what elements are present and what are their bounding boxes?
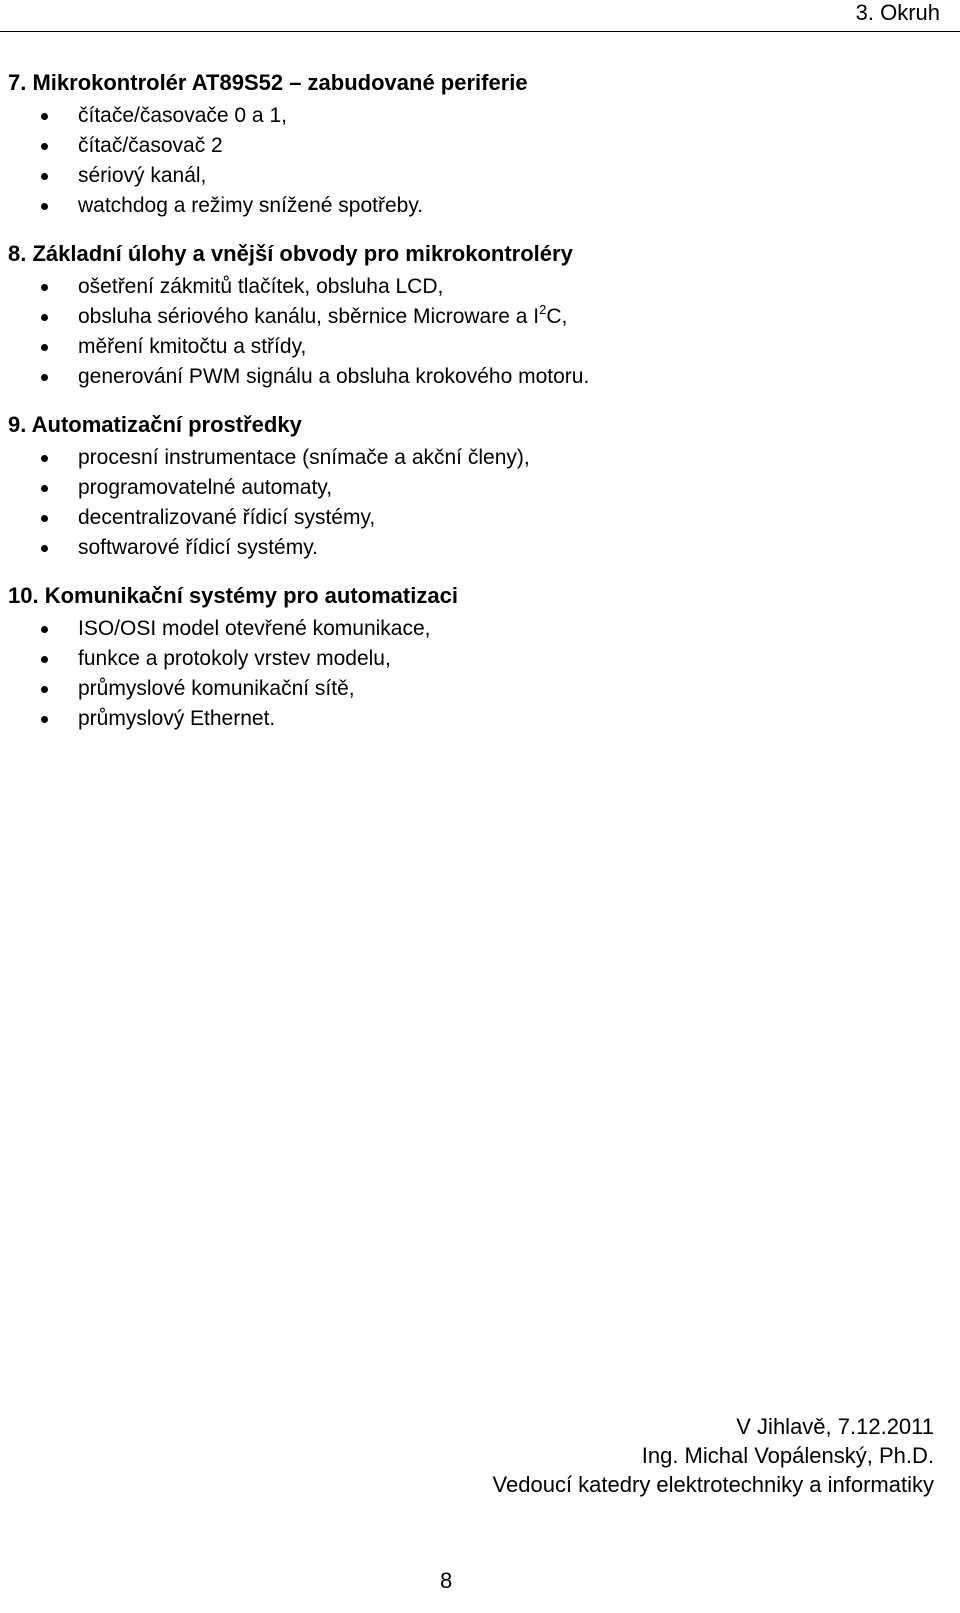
page-number: 8 bbox=[440, 1568, 453, 1593]
list-item: funkce a protokoly vrstev modelu, bbox=[8, 644, 938, 674]
section-10 bbox=[8, 581, 938, 734]
superscript: 2 bbox=[539, 302, 547, 317]
list-item: měření kmitočtu a střídy, bbox=[8, 332, 938, 362]
list-item: decentralizované řídicí systémy, bbox=[8, 503, 938, 533]
signature-block bbox=[493, 1412, 934, 1499]
list-item: procesní instrumentace (snímače a akční členy), bbox=[8, 443, 938, 473]
header-title: 3. Okruh bbox=[855, 0, 940, 25]
list-item: generování PWM signálu a obsluha krokového motoru. bbox=[8, 362, 938, 392]
section-7 bbox=[8, 68, 938, 221]
signatory-role: Vedoucí katedry elektrotechniky a informatiky bbox=[492, 1472, 934, 1497]
place-date: V Jihlavě, 7.12.2011 bbox=[736, 1414, 934, 1439]
list-item: čítač/časovač 2 bbox=[8, 131, 938, 161]
section-heading: 10. Komunikační systémy pro automatizaci bbox=[8, 583, 458, 608]
list-item: watchdog a režimy snížené spotřeby. bbox=[8, 191, 938, 221]
document-content bbox=[8, 68, 938, 752]
bullet-list bbox=[8, 614, 938, 734]
page-header bbox=[0, 0, 960, 32]
section-heading: 8. Základní úlohy a vnější obvody pro mikrokontroléry bbox=[8, 241, 573, 266]
list-item bbox=[8, 302, 938, 332]
list-item: průmyslový Ethernet. bbox=[8, 704, 938, 734]
list-item-text: obsluha sériového kanálu, sběrnice Microware a I bbox=[78, 305, 540, 328]
section-heading: 9. Automatizační prostředky bbox=[8, 412, 302, 437]
list-item: ISO/OSI model otevřené komunikace, bbox=[8, 614, 938, 644]
list-item: programovatelné automaty, bbox=[8, 473, 938, 503]
list-item: sériový kanál, bbox=[8, 161, 938, 191]
bullet-list bbox=[8, 272, 938, 392]
list-item: průmyslové komunikační sítě, bbox=[8, 674, 938, 704]
section-9 bbox=[8, 410, 938, 563]
list-item: softwarové řídicí systémy. bbox=[8, 533, 938, 563]
list-item: čítače/časovače 0 a 1, bbox=[8, 101, 938, 131]
bullet-list bbox=[8, 101, 938, 221]
bullet-list bbox=[8, 443, 938, 563]
signatory-name: Ing. Michal Vopálenský, Ph.D. bbox=[641, 1443, 934, 1468]
section-heading: 7. Mikrokontrolér AT89S52 – zabudované periferie bbox=[8, 70, 528, 95]
list-item-suffix: C, bbox=[546, 305, 568, 328]
list-item: ošetření zákmitů tlačítek, obsluha LCD, bbox=[8, 272, 938, 302]
section-8 bbox=[8, 239, 938, 392]
